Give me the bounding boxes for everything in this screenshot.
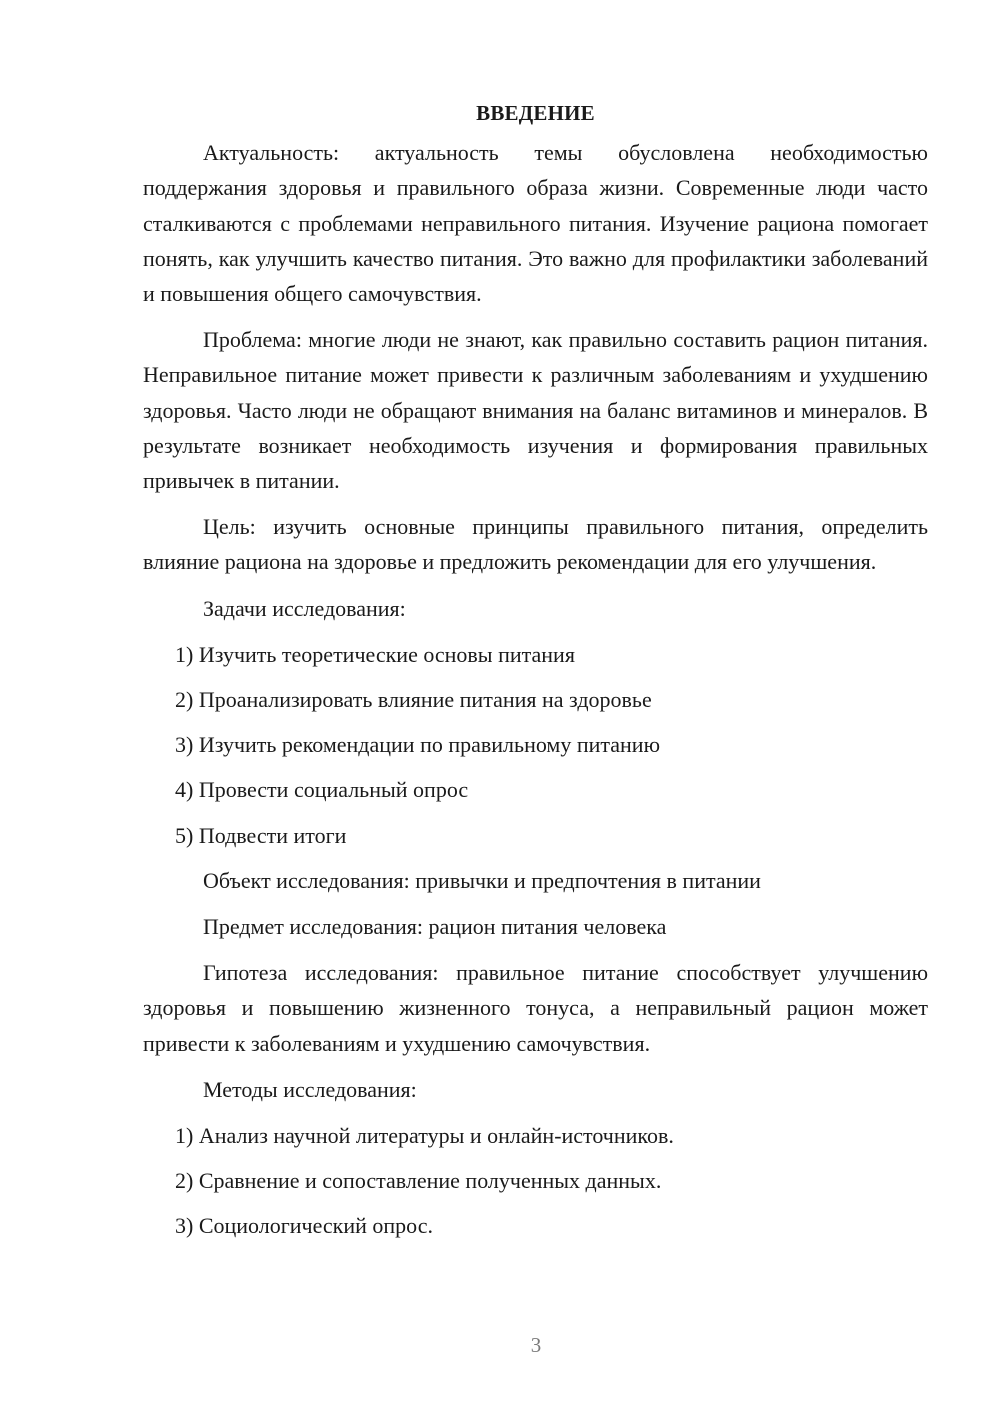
task-item: 5) Подвести итоги — [175, 822, 347, 848]
task-item: 4) Провести социальный опрос — [175, 777, 469, 803]
section-title: ВВЕДЕНИЕ — [476, 101, 595, 125]
subject-paragraph: Предмет исследования: рацион питания человека — [203, 914, 667, 940]
relevance-paragraph: Актуальность: актуальность темы обусловлена необходимостью поддержания здоровья и правильного образа жизни. Современные люди часто сталкиваются с проблемами неправильного питания. Изучение рациона помогает понять, как улучшить качество питания. Это важно для профилактики заболеваний и повышения общего самочувствия. — [143, 140, 928, 307]
task-item: 2) Проанализировать влияние питания на здоровье — [175, 687, 652, 713]
task-item: 3) Изучить рекомендации по правильному питанию — [175, 732, 661, 758]
task-item: 1) Изучить теоретические основы питания — [175, 641, 575, 667]
tasks-heading: Задачи исследования: — [203, 595, 406, 621]
object-paragraph: Объект исследования: привычки и предпочтения в питании — [203, 867, 761, 893]
method-item: 3) Социологический опрос. — [175, 1213, 433, 1239]
hypothesis-paragraph: Гипотеза исследования: правильное питание способствует улучшению здоровья и повышению жизненного тонуса, а неправильный рацион может привести к заболеваниям и ухудшению самочувствия. — [143, 960, 928, 1056]
method-item: 1) Анализ научной литературы и онлайн-источников. — [175, 1123, 674, 1149]
methods-heading: Методы исследования: — [203, 1076, 417, 1102]
goal-paragraph: Цель: изучить основные принципы правильного питания, определить влияние рациона на здоровье и предложить рекомендации для его улучшения. — [143, 514, 928, 575]
page-number: 3 — [530, 1333, 542, 1357]
method-item: 2) Сравнение и сопоставление полученных данных. — [175, 1168, 662, 1194]
problem-paragraph: Проблема: многие люди не знают, как правильно составить рацион питания. Неправильное питание может привести к различным заболеваниям и ухудшению здоровья. Часто люди не обращают внимания на баланс витаминов и минералов. В результате возникает необходимость изучения и формирования правильных привычек в питании. — [143, 327, 928, 494]
page-body — [143, 96, 928, 1254]
